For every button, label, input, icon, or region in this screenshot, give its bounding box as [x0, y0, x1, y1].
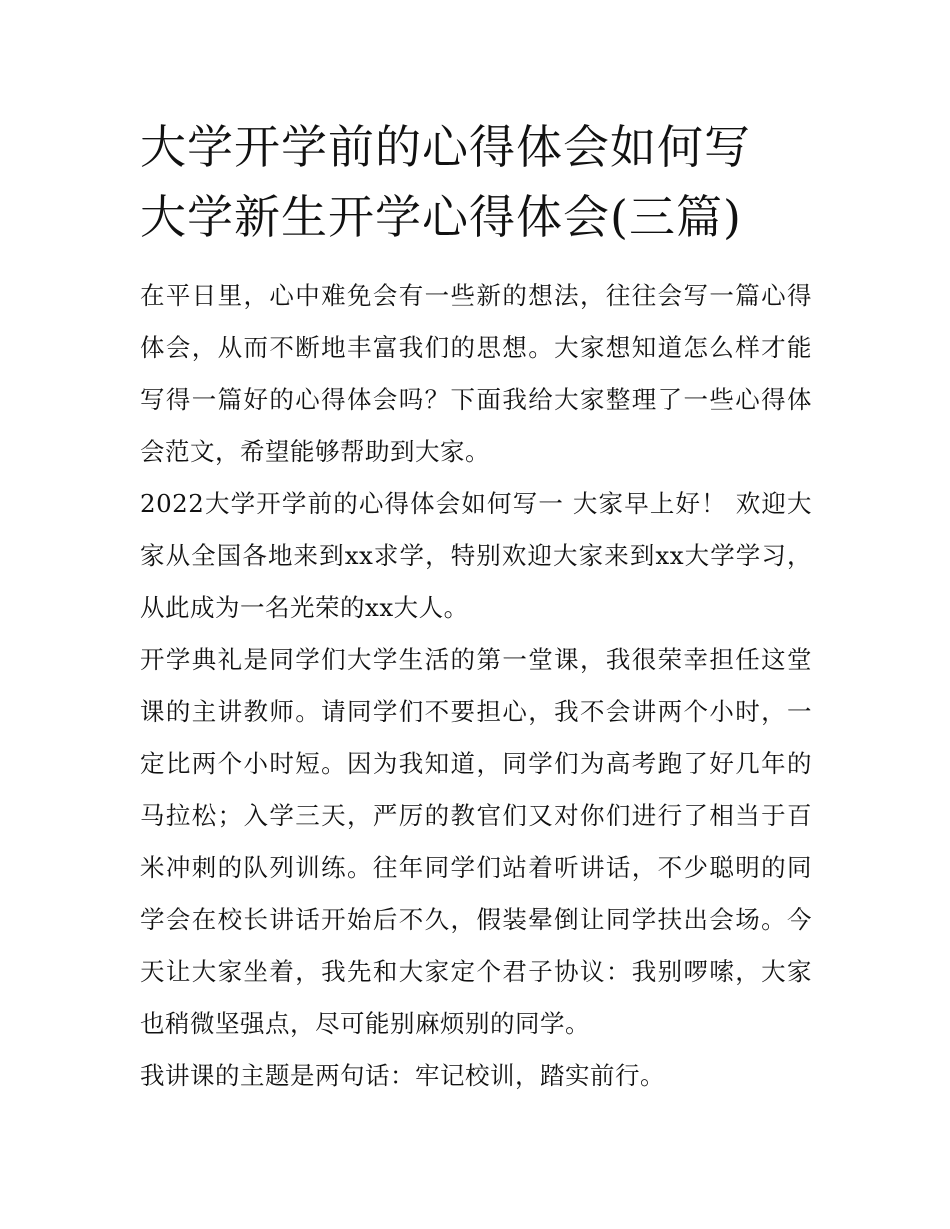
title-line-2: 大学新生开学心得体会(三篇)	[140, 190, 742, 244]
body-paragraph: 开学典礼是同学们大学生活的第一堂课，我很荣幸担任这堂课的主讲教师。请同学们不要担心，我不会讲两个小时，一定比两个小时短。因为我知道，同学们为高考跑了好几年的马拉松；入学三天，严厉的教官们又对你们进行了相当于百米冲刺的队列训练。往年同学们站着听讲话，不少聪明的同学会在校长讲话开始后不久，假装晕倒让同学扶出会场。今天让大家坐着，我先和大家定个君子协议：我别啰嗦，大家也稍微坚强点，尽可能别麻烦别的同学。	[140, 645, 812, 1038]
intro-paragraph: 在平日里，心中难免会有一些新的想法，往往会写一篇心得体会，从而不断地丰富我们的思想。大家想知道怎么样才能写得一篇好的心得体会吗？下面我给大家整理了一些心得体会范文，希望能够帮助到大家。	[140, 281, 812, 466]
document-title	[140, 112, 812, 252]
title-line-1: 大学开学前的心得体会如何写	[140, 120, 751, 174]
theme-paragraph: 我讲课的主题是两句话：牢记校训，踏实前行。	[140, 1061, 665, 1090]
document-content	[140, 112, 812, 1102]
greeting-paragraph: 2022大学开学前的心得体会如何写一 大家早上好！ 欢迎大家从全国各地来到xx求学，特别欢迎大家来到xx大学学习，从此成为一名光荣的xx大人。	[140, 489, 812, 622]
